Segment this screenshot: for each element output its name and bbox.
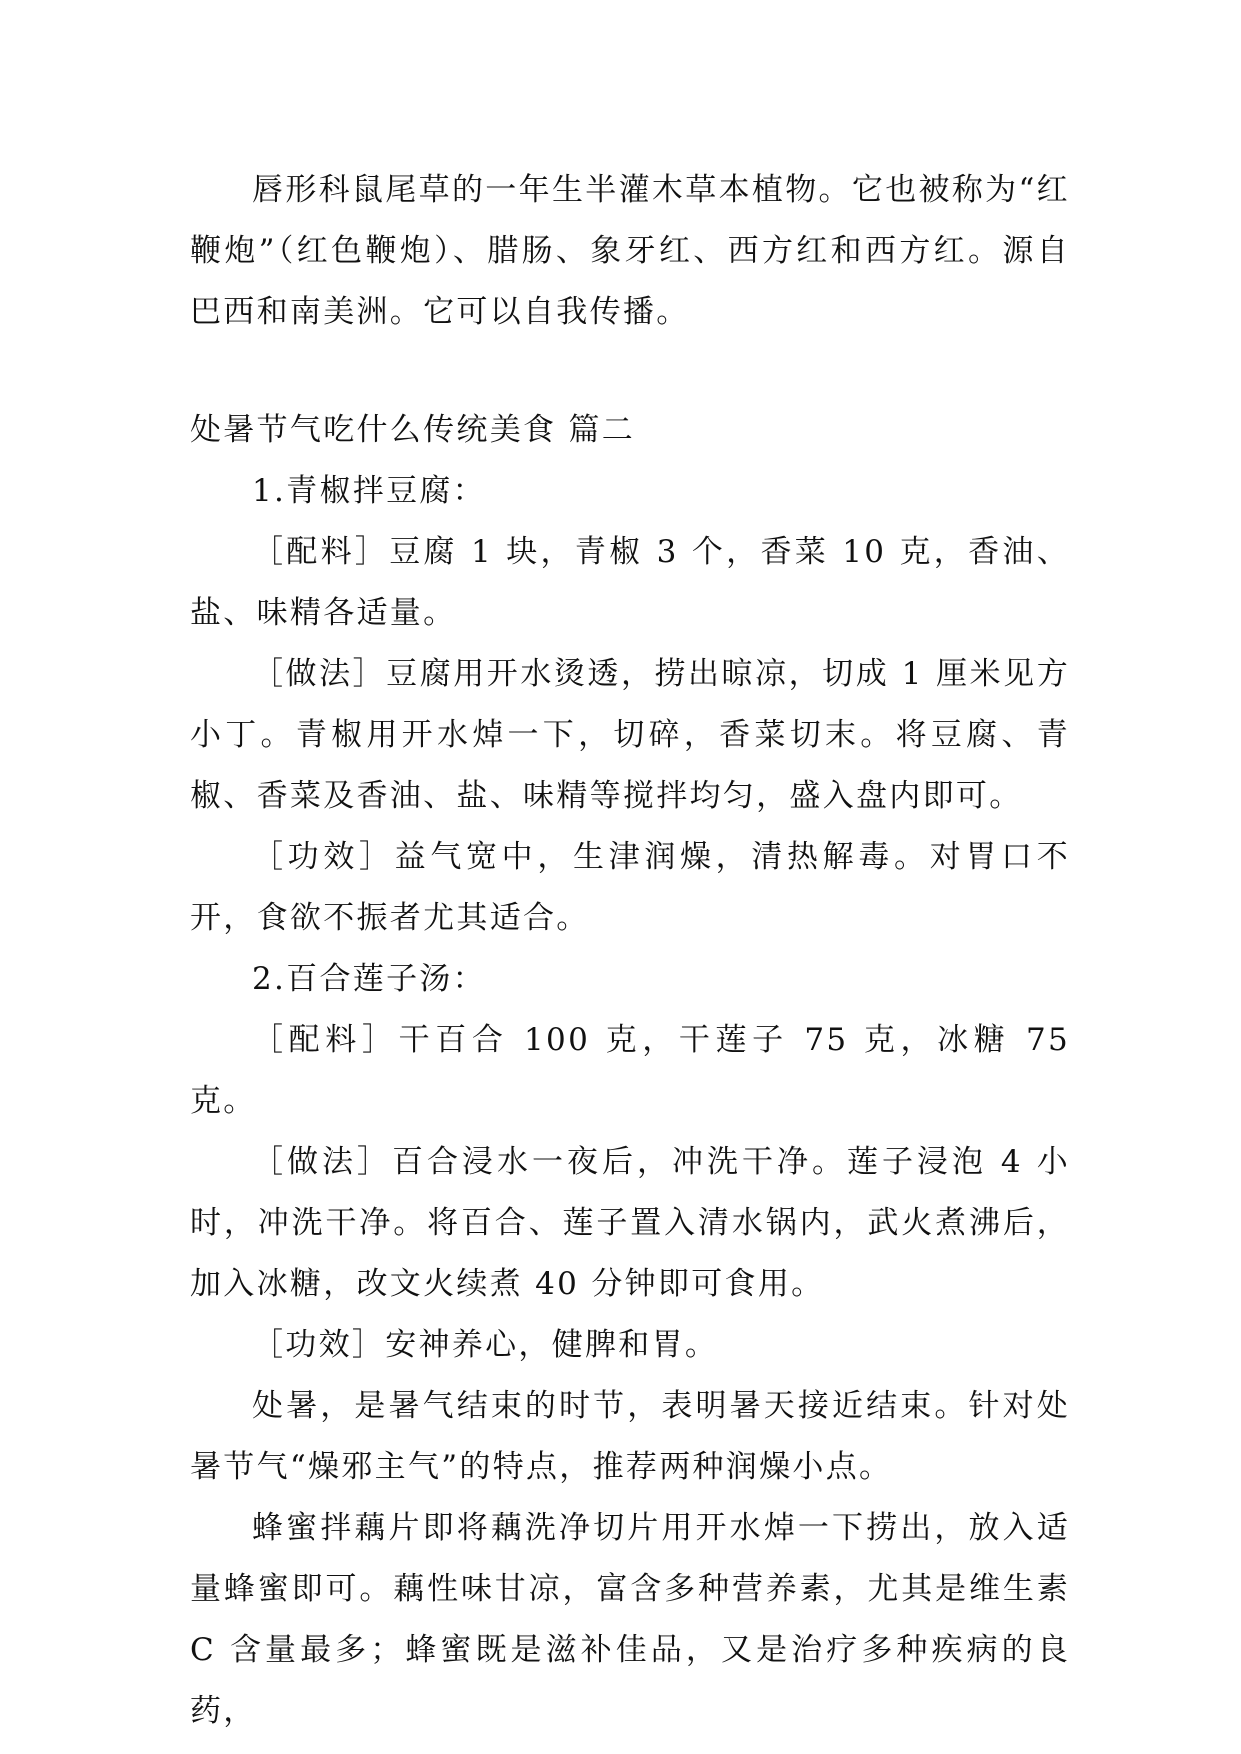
recipe-effect: ［功效］益气宽中，生津润燥，清热解毒。对胃口不开，食欲不振者尤其适合。 [190, 839, 1070, 936]
recipe-ingredients: ［配料］豆腐 1 块，青椒 3 个，香菜 10 克，香油、盐、味精各适量。 [190, 534, 1070, 631]
paragraph-plant-description: 唇形科鼠尾草的一年生半灌木草本植物。它也被称为“红鞭炮”（红色鞭炮）、腊肠、象牙红、西方红和西方红。源自巴西和南美洲。它可以自我传播。 [190, 172, 1070, 330]
section-heading: 处暑节气吃什么传统美食 篇二 [190, 412, 636, 448]
recipe-ingredients: ［配料］干百合 100 克，干莲子 75 克，冰糖 75 克。 [190, 1022, 1070, 1119]
recipe-method: ［做法］豆腐用开水烫透，捞出晾凉，切成 1 厘米见方小丁。青椒用开水焯一下，切碎，香菜切末。将豆腐、青椒、香菜及香油、盐、味精等搅拌均匀，盛入盘内即可。 [190, 656, 1070, 814]
recipe-effect: ［功效］安神养心，健脾和胃。 [252, 1327, 719, 1363]
recipe-title: 1.青椒拌豆腐： [252, 473, 486, 509]
paragraph-honey-lotus: 蜂蜜拌藕片即将藕洗净切片用开水焯一下捞出，放入适量蜂蜜即可。藕性味甘凉，富含多种营养素，尤其是维生素 C 含量最多；蜂蜜既是滋补佳品，又是治疗多种疾病的良药， [190, 1510, 1070, 1729]
recipe-method: ［做法］百合浸水一夜后，冲洗干净。莲子浸泡 4 小时，冲洗干净。将百合、莲子置入清水锅内，武火煮沸后，加入冰糖，改文火续煮 40 分钟即可食用。 [190, 1144, 1070, 1302]
recipe-title: 2.百合莲子汤： [252, 961, 486, 997]
paragraph-chushu-intro: 处暑，是暑气结束的时节，表明暑天接近结束。针对处暑节气“燥邪主气”的特点，推荐两种润燥小点。 [190, 1388, 1070, 1485]
section-gap [190, 343, 1070, 400]
document-body [190, 160, 1070, 1742]
